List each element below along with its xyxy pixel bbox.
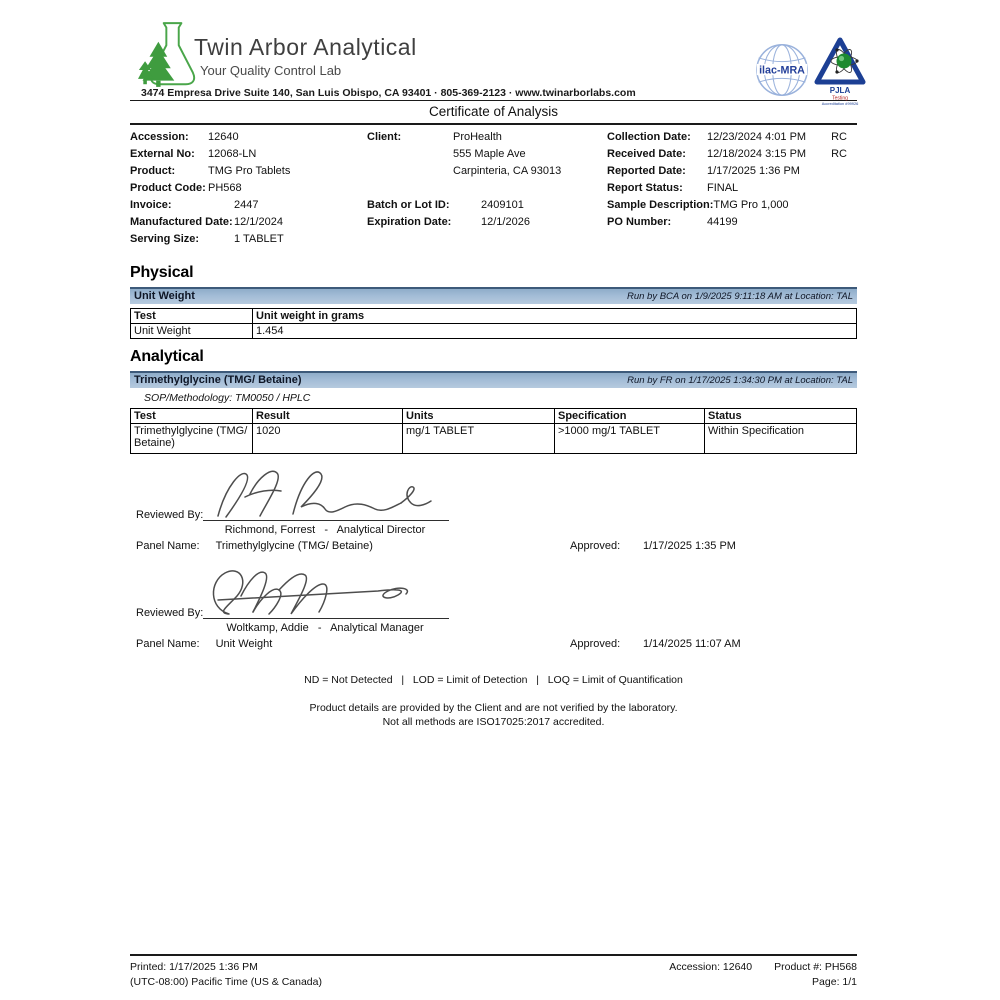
accession-row: Accession: 12640 [130, 130, 239, 143]
pjla-accreditation-label: Accreditation #99926 [821, 101, 859, 106]
approved-label: Approved: [570, 540, 621, 552]
received-date-value: 12/18/2024 3:15 PM [707, 147, 807, 160]
analytical-status-value: Within Specification [705, 424, 857, 454]
footer-accession: Accession: 12640 [669, 961, 753, 973]
footer-right [669, 960, 857, 990]
table-row [131, 424, 857, 454]
reviewer-name-title: Woltkamp, Addie - Analytical Manager [226, 622, 424, 634]
physical-test-name: Unit Weight [131, 324, 253, 339]
expiration-date-value: 12/1/2026 [481, 215, 530, 228]
abbreviation-legend: ND = Not Detected | LOD = Limit of Detection | LOQ = Limit of Quantification [304, 674, 683, 686]
table-header-row [131, 409, 857, 424]
timezone-label: (UTC-08:00) Pacific Time (US & Canada) [130, 976, 322, 988]
footer-product: Product #: PH568 [774, 961, 857, 973]
info-left-column [130, 128, 367, 247]
unit-weight-run-info: Run by BCA on 1/9/2025 9:11:18 AM at Location: TAL [626, 290, 853, 302]
collection-date-value: 12/23/2024 4:01 PM [707, 130, 807, 143]
physical-results-table [130, 308, 857, 339]
report-status-value: FINAL [707, 181, 739, 194]
approved-datetime: 1/17/2025 1:35 PM [643, 540, 736, 552]
batch-lot-value: 2409101 [481, 198, 524, 211]
tmg-banner [130, 371, 857, 388]
table-row [131, 324, 857, 339]
sample-info-grid [130, 125, 857, 255]
analytical-section-heading: Analytical [130, 348, 204, 365]
brand-block [194, 34, 417, 78]
manufactured-date-row: Manufactured Date: 12/1/2024 [130, 215, 283, 228]
tmg-banner-title: Trimethylglycine (TMG/ Betaine) [134, 374, 302, 386]
client-address-line2: Carpinteria, CA 93013 [453, 164, 562, 177]
batch-lot-row: Batch or Lot ID: 2409101 [367, 198, 524, 211]
twin-arbor-flask-tree-logo-icon [138, 16, 200, 94]
reported-date-row: Reported Date: 1/17/2025 1:36 PM [607, 164, 800, 177]
client-row: Client: ProHealth [367, 130, 502, 143]
physical-col-test: Test [131, 309, 253, 324]
company-name: Twin Arbor Analytical [194, 34, 417, 60]
spacer-row [367, 230, 607, 247]
analytical-units-value: mg/1 TABLET [403, 424, 555, 454]
info-right-column [607, 128, 857, 247]
analytical-col-result: Result [253, 409, 403, 424]
serving-size-value: 1 TABLET [234, 232, 284, 245]
panel-approval-row [136, 540, 857, 552]
footer-page-number: Page: 1/1 [812, 976, 857, 988]
reviewer-name-title: Richmond, Forrest - Analytical Director [224, 524, 426, 536]
collection-date-row: Collection Date: 12/23/2024 4:01 PM RC [607, 128, 857, 145]
external-no-row: External No: 12068-LN [130, 147, 257, 160]
product-row: Product: TMG Pro Tablets [130, 164, 291, 177]
pjla-label: PJLA [829, 86, 851, 95]
product-value: TMG Pro Tablets [208, 164, 291, 177]
signature-line [203, 606, 449, 619]
physical-col-unit-weight: Unit weight in grams [253, 309, 857, 324]
physical-section-heading: Physical [130, 264, 194, 281]
panel-name-label: Panel Name: [136, 540, 200, 552]
company-address: 3474 Empresa Drive Suite 140, San Luis Obispo, CA 93401 · 805-369-2123 · www.twinarborlabs.com [141, 87, 636, 99]
unit-weight-banner-title: Unit Weight [134, 290, 195, 302]
analytical-test-name: Trimethylglycine (TMG/ Betaine) [131, 424, 253, 454]
analytical-results-table [130, 408, 857, 454]
analytical-col-specification: Specification [555, 409, 705, 424]
analytical-result-value: 1020 [253, 424, 403, 454]
expiration-date-row: Expiration Date: 12/1/2026 [367, 215, 530, 228]
external-no-value: 12068-LN [208, 147, 257, 160]
collection-initials: RC [831, 130, 847, 143]
disclaimer-line2: Not all methods are ISO17025:2017 accredited. [382, 716, 605, 728]
manufactured-date-value: 12/1/2024 [234, 215, 283, 228]
ilac-mra-accreditation-icon [754, 42, 810, 98]
unit-weight-banner [130, 287, 857, 304]
header [130, 14, 859, 106]
sample-description-row: Sample Description: TMG Pro 1,000 [607, 198, 789, 211]
approved-label: Approved: [570, 638, 621, 650]
spacer-row [367, 179, 607, 196]
analytical-col-test: Test [131, 409, 253, 424]
company-tagline: Your Quality Control Lab [200, 63, 342, 78]
client-address-line1: 555 Maple Ave [453, 147, 526, 160]
signature-block-unit-weight [130, 562, 857, 652]
panel-name-value: Trimethylglycine (TMG/ Betaine) [215, 540, 373, 552]
reviewed-by-row [136, 606, 449, 619]
panel-name-value: Unit Weight [215, 638, 273, 650]
physical-test-result: 1.454 [253, 324, 857, 339]
analytical-col-status: Status [705, 409, 857, 424]
signature-block-analytical [130, 464, 857, 554]
tmg-run-info: Run by FR on 1/17/2025 1:34:30 PM at Location: TAL [627, 374, 853, 386]
received-date-row: Received Date: 12/18/2024 3:15 PM RC [607, 145, 857, 162]
product-code-row: Product Code: PH568 [130, 181, 242, 194]
info-middle-column [367, 128, 607, 247]
accession-value: 12640 [208, 130, 239, 143]
invoice-row: Invoice: 2447 [130, 198, 259, 211]
analytical-col-units: Units [403, 409, 555, 424]
table-header-row [131, 309, 857, 324]
reviewed-by-label: Reviewed By: [136, 607, 204, 619]
received-initials: RC [831, 147, 847, 160]
po-number-value: 44199 [707, 215, 738, 228]
serving-size-row: Serving Size: 1 TABLET [130, 232, 284, 245]
disclaimer-text [130, 701, 857, 729]
report-status-row: Report Status: FINAL [607, 181, 739, 194]
signature-line [203, 508, 449, 521]
page-footer [130, 954, 857, 990]
reviewed-by-row [136, 508, 449, 521]
pjla-accreditation-icon [814, 36, 866, 108]
disclaimer-line1: Product details are provided by the Client and are not verified by the laboratory. [309, 702, 678, 714]
reported-date-value: 1/17/2025 1:36 PM [707, 164, 800, 177]
product-code-value: PH568 [208, 181, 242, 194]
sample-description-value: TMG Pro 1,000 [713, 198, 789, 211]
footer-left [130, 960, 322, 990]
panel-approval-row [136, 638, 857, 650]
sop-methodology: SOP/Methodology: TM0050 / HPLC [144, 392, 311, 404]
svg-text:ilac-MRA: ilac-MRA [759, 64, 805, 77]
printed-timestamp: Printed: 1/17/2025 1:36 PM [130, 961, 258, 973]
invoice-value: 2447 [234, 198, 259, 211]
reviewed-by-label: Reviewed By: [136, 509, 204, 521]
approved-datetime: 1/14/2025 11:07 AM [643, 638, 741, 650]
pjla-testing-label: Testing [832, 95, 848, 102]
document-title: Certificate of Analysis [428, 104, 559, 119]
analytical-specification-value: >1000 mg/1 TABLET [555, 424, 705, 454]
po-number-row: PO Number: 44199 [607, 215, 738, 228]
client-name: ProHealth [453, 130, 502, 143]
panel-name-label: Panel Name: [136, 638, 200, 650]
